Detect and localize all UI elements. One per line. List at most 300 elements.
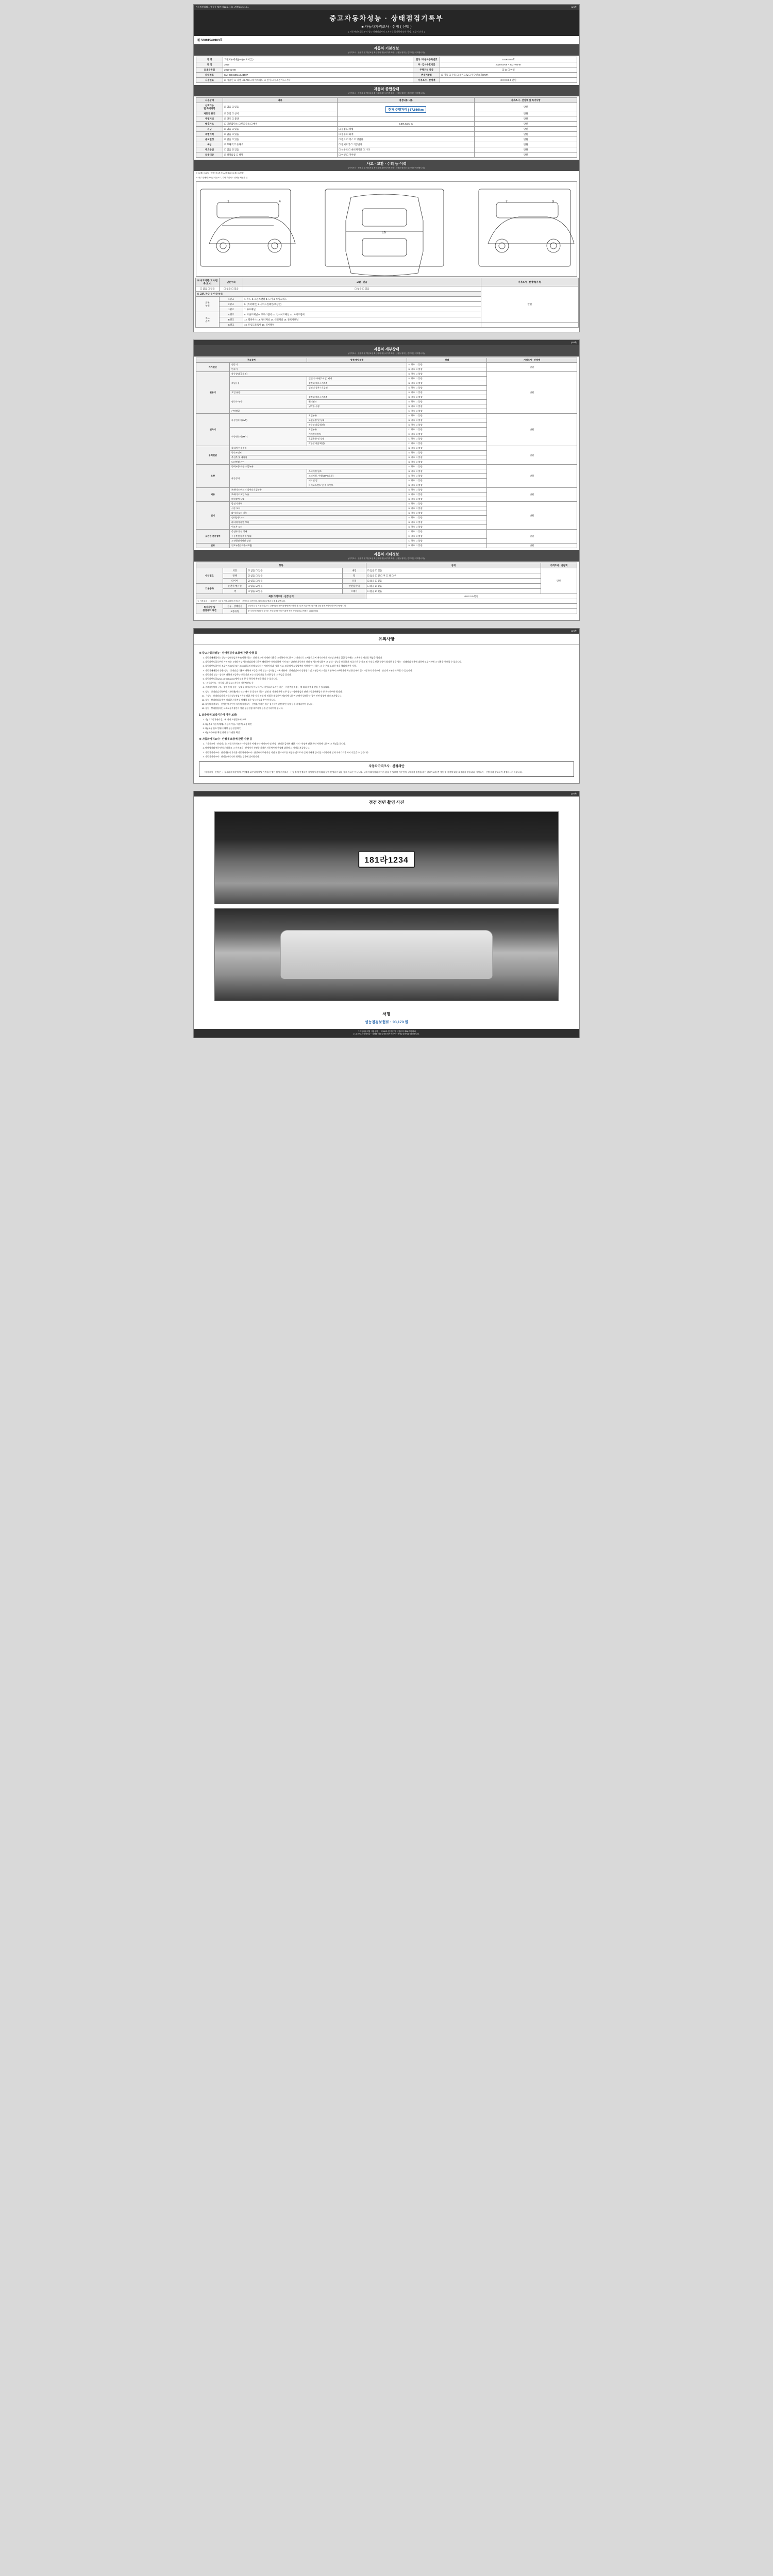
table-row <box>196 132 577 137</box>
chk-bad[interactable]: ☐ 불량 <box>416 451 423 454</box>
chk-good[interactable]: ☑ 양호 <box>408 484 415 486</box>
chk-bad[interactable]: ☐ 불량 <box>416 502 423 505</box>
overall-detail-4 <box>338 127 475 132</box>
chk-bad[interactable]: ☐ 불량 <box>416 516 423 519</box>
wheel-l[interactable]: ☐ 좌 <box>386 574 391 577</box>
chk-good[interactable]: ☐ 양호 <box>408 410 415 412</box>
detail-head-3: 가격조사 · 산정액 <box>487 358 577 363</box>
chk-bad[interactable]: ☐ 불량 <box>416 410 423 412</box>
etc-key-repair: 수리필요 <box>196 568 223 584</box>
sheet-2 <box>193 340 580 621</box>
chk-bad[interactable]: ☐ 불량 <box>416 465 423 468</box>
overall-key-3: 배출가스 <box>196 122 223 127</box>
opt-smoke[interactable]: ☐ 매연 <box>250 123 258 125</box>
detail-head-0: 주요장치 <box>196 358 307 363</box>
chk-good[interactable]: ☐ 양호 <box>408 442 415 445</box>
chk-bad[interactable]: ☐ 불량 <box>416 419 423 421</box>
chk-good[interactable]: ☑ 양호 <box>408 470 415 472</box>
chk-yes[interactable]: ☑ 있음 <box>256 585 263 587</box>
chk-good[interactable]: ☑ 양호 <box>408 516 415 519</box>
opt-same[interactable]: ☑ 동일 <box>224 112 231 115</box>
chk-bad[interactable]: ☐ 불량 <box>416 539 423 542</box>
opt-navi[interactable]: ☐ 내비게이션 <box>348 148 362 151</box>
chk-good[interactable]: ☑ 양호 <box>408 461 415 463</box>
chk-good[interactable]: ☑ 양호 <box>408 451 415 454</box>
chk-none[interactable]: ☑ 없음 <box>367 574 375 577</box>
item-hv-battery: 구동축전지 격리 상태 <box>229 534 407 539</box>
accident-history-table <box>195 278 579 328</box>
chk-bad[interactable]: ☐ 불량 <box>416 484 423 486</box>
opt-illegal[interactable]: ☐ 불법 <box>339 128 346 130</box>
page-subtitle: ■ 자동차가격조사 · 산정 ( 선택 ) <box>361 25 412 29</box>
chk-bad[interactable]: ☐ 불량 <box>416 437 423 440</box>
chk-bad[interactable]: ☐ 불량 <box>416 474 423 477</box>
boxed-text: 「가격조사 · 산정은 」 실시하기 때문에 매수인에게 교부하여 해당 가격을 산정한 실제 가격조사 · 산정 후에 한정하며 기재에 내용에 따라 달라 산정하기 위한 참조 자료는 아닙니다. 실제 거래가격과 차이가 있을 수 있으며 매수인의 구매가격 결정을 위한 참고자료일 뿐 성능 및 가격에 대한 보증하지 않습니다. 가격조사 · 산정 결과 참고하여 결정하시기 바랍니다. <box>203 770 523 773</box>
overall-right-6: 만원 <box>475 137 577 142</box>
item-steer-pitman: 피트먼 암 <box>307 479 407 483</box>
item-engine-waterpump: 워터펌프 <box>307 400 407 404</box>
chk-good[interactable]: ☑ 양호 <box>408 488 415 491</box>
price-selfdiag: 만원 <box>487 363 577 372</box>
opt-rent[interactable]: ☐ 렌트 <box>339 138 346 141</box>
etc-key-basic: 기본품목 <box>196 584 223 594</box>
chk-good[interactable]: ☐ 양호 <box>408 530 415 533</box>
status-engine-oillevel <box>407 391 487 395</box>
basic-label2-1: 주 · 검사유효기간 <box>413 62 440 67</box>
opt-yes-8[interactable]: ☑ 있음 <box>232 148 239 151</box>
opt-flood[interactable]: ☐ 침수 <box>339 133 346 135</box>
chk-good[interactable]: ☐ 양호 <box>408 535 415 537</box>
notice-heading-2: 1. 보증범위(보증기간에 따른 보증) <box>199 714 238 717</box>
chk-good[interactable]: ☑ 양호 <box>408 544 415 547</box>
accident-left-val <box>196 286 220 292</box>
etc-price: 만원 <box>541 568 577 594</box>
chk-bad[interactable]: ☐ 불량 <box>416 447 423 449</box>
overall-key-8: 주요옵션 <box>196 147 223 152</box>
group-hv: 고전원 전기장치 <box>196 530 230 544</box>
chk-bad[interactable]: ☐ 불량 <box>416 368 423 370</box>
chk-yes[interactable]: ☐ 있음 <box>256 574 263 577</box>
detail-head-2: 상태 <box>407 358 487 363</box>
remarks-v-0: 단순화유 및 도장부위(도로주행시험/부품/시동불량/계기판내 경고등표시)등 중고품거래 검증 판매보험에 의하여 보증합니다 <box>247 604 577 609</box>
item-clutch: 클러치 어셈블리 <box>229 446 407 451</box>
total-label: 최종 가격조사 · 산정 금액 <box>196 594 366 599</box>
trans-semi[interactable]: ☐ 세미오토 <box>457 74 468 76</box>
acc-none[interactable]: ☐ 없음 <box>200 287 207 290</box>
rep-none[interactable]: ☐ 없음 <box>224 287 231 290</box>
list-item: 2. 자동차인도일로부터 가격 또는 2개월 이상 성능점검업체 내용에 해당하여 이에 의하여 가격 또는 발견된 자동차의 상태 및 성능에 대하여 그 상태 · 성능을 보증하며, 보증기간 중 사고 및 수리로 인한 결함이 발생한 경우 성능 · 상태점검 내용에 대하여 보증기관에 그 내용을 통보할 수 있습니다. <box>205 660 574 664</box>
opt-biz[interactable]: ☐ 영업용 <box>354 138 363 141</box>
parts-text-C: 16. 트렁크플로어 17. 리어패널 <box>243 323 481 328</box>
basic-info-table <box>196 57 577 83</box>
fuel-hybrid[interactable]: ☐ 하이브리드 <box>249 79 263 81</box>
page-title-note: [ 자동차인도일로부터 성능·상태점검자의 고지의무 불이행에 따른 책임 / 보증기간 내 ] <box>348 30 425 33</box>
list-item: 1. 가) 「자동차관리법」에 따라 보험업자에 교부 <box>205 718 574 721</box>
status-propshaft <box>407 455 487 460</box>
opt-none-8[interactable]: ☐ 없음 <box>224 148 231 151</box>
opt-yes-4[interactable]: ☐ 있음 <box>232 128 239 130</box>
status-steer-gear <box>407 474 487 479</box>
chk-good[interactable]: ☑ 양호 <box>408 507 415 510</box>
chk-good[interactable]: ☑ 양호 <box>408 377 415 380</box>
opt-done[interactable]: ☐ 이행 <box>339 154 346 156</box>
opt-diff[interactable]: ☐ 상이 <box>232 112 239 115</box>
chk-bad[interactable]: ☐ 불량 <box>416 423 423 426</box>
notice-heading-3: ※ 자동차가격조사 · 산정에 보증에 관한 사항 등 <box>199 738 253 741</box>
etc-b-4: 스패너 <box>342 589 366 594</box>
chk-good[interactable]: ☑ 양호 <box>408 479 415 482</box>
opt-none-6[interactable]: ☑ 없음 <box>224 138 231 141</box>
status-hv-charge <box>407 530 487 534</box>
table-row <box>196 372 577 377</box>
chk-bad[interactable]: ☐ 불량 <box>416 544 423 547</box>
sheet-1 <box>193 4 580 332</box>
chk-good[interactable]: ☑ 양호 <box>408 526 415 528</box>
chk-none[interactable]: ☑ 없음 <box>248 574 255 577</box>
chk-good[interactable]: ☑ 양호 <box>408 382 415 384</box>
opt-yes-5[interactable]: ☐ 있음 <box>232 133 239 135</box>
group-steering: 조향 <box>196 465 230 488</box>
chk-bad[interactable]: ☐ 불량 <box>416 456 423 459</box>
table-row <box>196 594 577 599</box>
opt-lease[interactable]: ☐ 리스 <box>346 138 354 141</box>
status-hv-battery <box>407 534 487 539</box>
rep-yes[interactable]: ☐ 있음 <box>231 287 239 290</box>
table-header-row <box>196 358 577 363</box>
chk-good[interactable]: ☑ 양호 <box>408 419 415 421</box>
chk-good[interactable]: ☐ 양호 <box>408 433 415 435</box>
status-steer-oilleak <box>407 465 487 469</box>
chk-bad[interactable]: ☐ 불량 <box>416 530 423 533</box>
chk-good[interactable]: ☑ 양호 <box>408 396 415 398</box>
group-selfdiag: 자가진단 <box>196 363 230 372</box>
table-row <box>196 502 577 506</box>
list-item: 2. 매매업자와 매수인이 거래하고 그 가격조사 · 산정자가 산정한 가격은 자동차가격 산정에 대하여 그 가격을 보증합니다. <box>205 747 574 750</box>
chk-bad[interactable]: ☐ 불량 <box>416 405 423 408</box>
exc-none[interactable]: ☐ 없음 <box>355 287 362 290</box>
exc-yes[interactable]: ☐ 있음 <box>362 287 369 290</box>
chk-good[interactable]: ☑ 양호 <box>408 521 415 523</box>
opt-good-2[interactable]: ☑ 양호 <box>224 117 231 120</box>
table-row <box>196 568 577 573</box>
table-row <box>196 78 577 83</box>
table-row <box>196 609 577 614</box>
chk-bad[interactable]: ☐ 불량 <box>416 442 423 445</box>
status-coolantlevel <box>407 404 487 409</box>
wheel-r[interactable]: ☐ 후 <box>380 574 385 577</box>
chk-good[interactable]: ☑ 양호 <box>408 363 415 366</box>
opt-yes-6[interactable]: ☐ 있음 <box>232 138 239 141</box>
chk-bad[interactable]: ☐ 불량 <box>416 372 423 375</box>
section-basic-title: 자동차 기본정보 <box>194 44 579 52</box>
chk-good[interactable]: ☑ 양호 <box>408 400 415 403</box>
item-blower: 실내송풍 모터 <box>229 516 407 520</box>
document-title-band <box>194 10 579 36</box>
chk-bad[interactable]: ☐ 불량 <box>416 433 423 435</box>
etc-a-opt-3 <box>247 584 343 589</box>
photo-list <box>194 808 579 1008</box>
basic-label-1: 연 식 <box>196 62 223 67</box>
fuel-options <box>223 78 413 83</box>
chk-good[interactable]: ☑ 양호 <box>408 456 415 459</box>
sheet3-topbar <box>194 629 579 634</box>
list-item: 3. 자동차가격조사 · 산정내용의 가격은 자동차가격조사 · 산정자의 주관적인 의견 및 참고자료를 제공한 것으로서 실제 거래에 있어 참고사항이며 실제 거래가격과 차이가 있을 수 있습니다. <box>205 751 574 754</box>
chk-good[interactable]: ☑ 양호 <box>408 447 415 449</box>
table-header-row <box>196 563 577 568</box>
chk-good[interactable]: ☐ 양호 <box>408 428 415 431</box>
wheel-f[interactable]: ☐ 전 <box>375 574 380 577</box>
status-engine-headgasket <box>407 381 487 386</box>
fuel-diesel[interactable]: ☐ 디젤 <box>234 79 241 81</box>
chk-none[interactable]: ☑ 없음 <box>248 580 255 582</box>
price-electric: 만원 <box>487 502 577 530</box>
chk-good[interactable]: ☐ 양호 <box>408 437 415 440</box>
chk-bad[interactable]: ☐ 불량 <box>416 498 423 500</box>
item-engine-coolantlevel: 냉각수 수량 <box>307 404 407 409</box>
etc-b-opt-3 <box>366 584 541 589</box>
chk-bad[interactable]: ☐ 불량 <box>416 363 423 366</box>
table-row <box>196 147 577 152</box>
chk-bad[interactable]: ☐ 불량 <box>416 512 423 514</box>
item-at-oillevel: 오일유량 및 상태 <box>307 418 407 423</box>
opt-sunroof[interactable]: ☐ 선루프 <box>339 148 348 151</box>
section-overall-title: 자동차 종합상태 <box>194 85 579 92</box>
overall-detail-7 <box>338 142 475 147</box>
chk-good[interactable]: ☑ 양호 <box>408 368 415 370</box>
photo-front <box>214 811 559 904</box>
opt-mono[interactable]: ☑ 무채색 <box>224 143 233 146</box>
item-engine-coolant: 냉각수 누수 <box>229 395 307 409</box>
opt-none-4[interactable]: ☑ 없음 <box>224 128 231 130</box>
chk-good[interactable]: ☑ 양호 <box>408 474 415 477</box>
status-steer-pump <box>407 469 487 474</box>
chk-bad[interactable]: ☐ 불량 <box>416 377 423 380</box>
chk-none[interactable]: ☐ 없음 <box>248 585 255 587</box>
opt-fire[interactable]: ☐ 화재 <box>346 133 354 135</box>
chk-good[interactable]: ☑ 양호 <box>408 502 415 505</box>
status-wiper <box>407 511 487 516</box>
notice-list-2 <box>205 686 574 710</box>
chk-bad[interactable]: ☐ 불량 <box>416 461 423 463</box>
list-item: 3. 자동차인도일부터 보증기간(30일 또는 2,000킬로미터에 도달하는 시점까지)을 정하 이고, 보증에서 고장발견의 이상이 아닌 경우, 그 중 본래 도래한 것을 책임에 관한 사항. <box>205 665 574 668</box>
overall-detail-9 <box>338 152 475 158</box>
chk-none[interactable]: ☐ 없음 <box>367 590 375 592</box>
trans-auto[interactable]: ☑ 자동 <box>441 74 448 76</box>
basic-value-0: 그랜저(6세대)(HG) (4도어급 ) <box>223 57 413 62</box>
opt-none-5[interactable]: ☑ 없음 <box>224 133 231 135</box>
chk-bad[interactable]: ☐ 불량 <box>416 479 423 482</box>
accident-exch-val <box>243 286 481 292</box>
item-radiator-fan: 라디에이터 팬 모터 <box>229 520 407 525</box>
opt-repaint[interactable]: ☐ 전체도색 <box>339 143 350 146</box>
item-at: 자동변속기 (A/T) <box>229 414 307 428</box>
item-mt-oilleak: 오일누유 <box>307 428 407 432</box>
chk-good[interactable]: ☑ 양호 <box>408 465 415 468</box>
chk-good[interactable]: ☑ 양호 <box>408 405 415 408</box>
chk-good[interactable]: ☑ 양호 <box>408 512 415 514</box>
overall-key-5: 특별이력 <box>196 132 223 137</box>
item-steer-oilleak: 동력조향 작동 오일누유 <box>229 465 407 469</box>
chk-bad[interactable]: ☐ 불량 <box>416 382 423 384</box>
table-row <box>196 67 577 73</box>
chk-bad[interactable]: ☐ 불량 <box>416 391 423 394</box>
chk-good[interactable]: ☑ 양호 <box>408 372 415 375</box>
chk-bad[interactable]: ☐ 불량 <box>416 507 423 510</box>
overall-head-0: 사용상태 <box>196 98 223 103</box>
chk-bad[interactable]: ☐ 불량 <box>416 396 423 398</box>
parts-right-blank <box>481 323 578 328</box>
etc-a-opt-0 <box>247 568 343 573</box>
status-coolant-head <box>407 395 487 400</box>
document-page <box>0 0 773 1056</box>
fuel-hydrogen[interactable]: ☐ 수소전기 <box>272 79 283 81</box>
section-detail-title: 자동차 세부상태 <box>194 345 579 352</box>
table-row <box>196 127 577 132</box>
chk-good[interactable]: ☑ 양호 <box>408 498 415 500</box>
opt-yes-0[interactable]: ☐ 있음 <box>232 106 239 108</box>
overall-opts-1 <box>223 111 338 116</box>
parts-level-C: C랭크 <box>220 323 243 328</box>
parts-level-2: 2랭크 <box>220 302 243 307</box>
basic-label2-3: 변속기종류 <box>413 73 440 78</box>
detail-head-1: 항목/해당부품 <box>307 358 407 363</box>
overall-right-2: 만원 <box>475 116 577 122</box>
chk-none[interactable]: ☐ 없음 <box>367 585 375 587</box>
chk-yes[interactable]: ☑ 있음 <box>375 590 382 592</box>
etc-a-3: 운전석 매뉴얼 <box>223 584 247 589</box>
chk-bad[interactable]: ☐ 불량 <box>416 470 423 472</box>
opt-legal[interactable]: ☐ 적법 <box>346 128 354 130</box>
odometer-type-km[interactable]: ☑ ㎞ <box>502 69 507 71</box>
opt-na-9[interactable]: ☑ 해당없음 <box>224 154 236 156</box>
chk-yes[interactable]: ☑ 있음 <box>256 590 263 592</box>
chk-none[interactable]: ☑ 없음 <box>248 569 255 572</box>
opt-etc[interactable]: ☐ 기타 <box>363 148 370 151</box>
chk-bad[interactable]: ☐ 불량 <box>416 521 423 523</box>
chk-bad[interactable]: ☐ 불량 <box>416 414 423 417</box>
chk-yes[interactable]: ☐ 있음 <box>256 569 263 572</box>
table-row <box>196 62 577 67</box>
status-commonrail <box>407 409 487 414</box>
table-row <box>196 604 577 609</box>
opt-yes-9[interactable]: ☐ 해당 <box>236 154 243 156</box>
chk-bad[interactable]: ☐ 불량 <box>416 493 423 496</box>
opt-color[interactable]: ☐ 유채색 <box>234 143 243 146</box>
trans-manual[interactable]: ☐ 수동 <box>449 74 456 76</box>
page-title: 중고자동차성능 · 상태점검기록부 <box>329 14 444 22</box>
chk-good[interactable]: ☑ 양호 <box>408 414 415 417</box>
parts-level-3: 3랭크 <box>220 307 243 312</box>
section-etc-title: 자동차 기타정보 <box>194 550 579 557</box>
table-header-row <box>196 278 579 286</box>
etc-table-wrap <box>194 562 579 616</box>
overall-detail-8 <box>338 147 475 152</box>
table-row <box>196 530 577 534</box>
etc-a-4: 잭 <box>223 589 247 594</box>
footer-line-1: 「 자동차관리법 시행규칙 」 제120조 및 같은 법 시행규칙 제28조에 따라 <box>357 1030 416 1032</box>
odometer-type-mile[interactable]: ☐ 마일 <box>508 69 515 71</box>
price-estimate-label: 가격조사 · 산정액 <box>413 78 440 83</box>
chk-bad[interactable]: ☐ 불량 <box>416 526 423 528</box>
fuel-etc[interactable]: ☐ 기타 <box>283 79 291 81</box>
parts-group-frame: 주요 골격 <box>196 312 220 328</box>
item-steer-operation: 작동상태 <box>229 469 307 488</box>
opt-colorchange[interactable]: ☐ 색상변경 <box>350 143 362 146</box>
chk-none[interactable]: ☑ 없음 <box>367 580 375 582</box>
item-cvjoint: 등속조인트 <box>229 451 407 455</box>
list-item: 2. 나) 주요 자동차매매 / 자동차 부품 / 자동차 보증 확인 <box>205 723 574 726</box>
chk-yes[interactable]: ☑ 있음 <box>375 585 382 587</box>
chk-yes[interactable]: ☐ 있음 <box>375 580 382 582</box>
basic-value2-0: 191R0745호 <box>440 57 577 62</box>
fuel-gasoline[interactable]: ☑ 가솔린 <box>224 79 233 81</box>
page-mark-4: (4/4쪽) <box>570 792 577 795</box>
status-brake-booster <box>407 497 487 502</box>
chk-bad[interactable]: ☐ 불량 <box>416 488 423 491</box>
chk-none[interactable]: ☐ 없음 <box>248 590 255 592</box>
list-item: 6. 자동차인도일(www.car365.go.kr)에서 실제 본 등 항목에 확인을 하실 수 있습니다. <box>205 677 574 681</box>
opt-none-0[interactable]: ☑ 없음 <box>224 106 231 108</box>
item-mt: 수동변속기 (M/T) <box>229 428 307 446</box>
chk-bad[interactable]: ☐ 불량 <box>416 386 423 389</box>
chk-none[interactable]: ☑ 없음 <box>367 569 375 572</box>
fuel-electric[interactable]: ☐ 전기 <box>264 79 271 81</box>
etc-a-opt-1 <box>247 573 343 579</box>
chk-good[interactable]: ☑ 양호 <box>408 391 415 394</box>
basic-value-1: 2019 <box>223 62 413 67</box>
status-at-operation <box>407 423 487 428</box>
opt-notdone[interactable]: ☐ 미이행 <box>346 154 356 156</box>
chk-good[interactable]: ☑ 양호 <box>408 423 415 426</box>
wheel-rt[interactable]: ☐ 우 <box>392 574 396 577</box>
diagram-label-9: 9 <box>552 200 554 204</box>
status-selfdiag-engine <box>407 363 487 367</box>
etc-b-opt-1 <box>366 573 541 579</box>
list-item: 13. 성능 · 상태점검자는 국토교통부장관이 정한 성능점검 세부사항 등을 준수하여야 합니다. <box>205 707 574 710</box>
opt-co[interactable]: ☐ 일산화탄소 <box>224 123 238 125</box>
acc-yes[interactable]: ☐ 있음 <box>208 287 215 290</box>
chk-yes[interactable]: ☐ 있음 <box>256 580 263 582</box>
trans-cvt[interactable]: ☐ 무단변속기(CVT) <box>468 74 488 76</box>
parts-text-1: 1. 후드 2. 프론트팬더 3. 도어 4. 트렁크리드 <box>243 297 481 302</box>
opt-hc[interactable]: ☐ 탄화수소 <box>239 123 250 125</box>
etc-b-opt-4 <box>366 589 541 594</box>
notice-title: 유의사항 <box>194 634 579 645</box>
basic-label-3: 차대번호 <box>196 73 223 78</box>
chk-bad[interactable]: ☐ 불량 <box>416 400 423 403</box>
chk-good[interactable]: ☑ 양호 <box>408 386 415 389</box>
chk-yes[interactable]: ☐ 있음 <box>375 569 382 572</box>
fuel-lpg[interactable]: ☐ LPG <box>242 79 249 81</box>
table-row <box>196 323 579 328</box>
diagram-label-1: 1 <box>227 200 229 204</box>
status-window-motor <box>407 525 487 530</box>
chk-good[interactable]: ☐ 양호 <box>408 539 415 542</box>
opt-bad-2[interactable]: ☐ 불량 <box>232 117 239 120</box>
status-mt-operation <box>407 442 487 446</box>
chk-bad[interactable]: ☐ 불량 <box>416 535 423 537</box>
chk-bad[interactable]: ☐ 불량 <box>416 428 423 431</box>
chk-good[interactable]: ☑ 양호 <box>408 493 415 496</box>
page-mark-3: (3/4쪽) <box>570 630 577 632</box>
item-engine-blockpan: 실린더 블록 / 오일팬 <box>307 386 407 391</box>
item-engine-coolant-head: 실린더 헤드 / 개스킷 <box>307 395 407 400</box>
parts-text-3: 7. 루프패널 <box>243 307 481 312</box>
item-starter: 시동 모터 <box>229 506 407 511</box>
price-estimate-digits: 0 0 0 0 0 0 만원 <box>440 78 577 83</box>
table-row <box>196 286 579 292</box>
list-item: 10. 「성능 · 상태점검자가 자동차성능점검기록부 허위 사항 적시 작성 및 허위로 제공하여 제3자에 대하여 손해가 발생하는 경우 관련 법령에 따라 조치됩니다. <box>205 694 574 698</box>
